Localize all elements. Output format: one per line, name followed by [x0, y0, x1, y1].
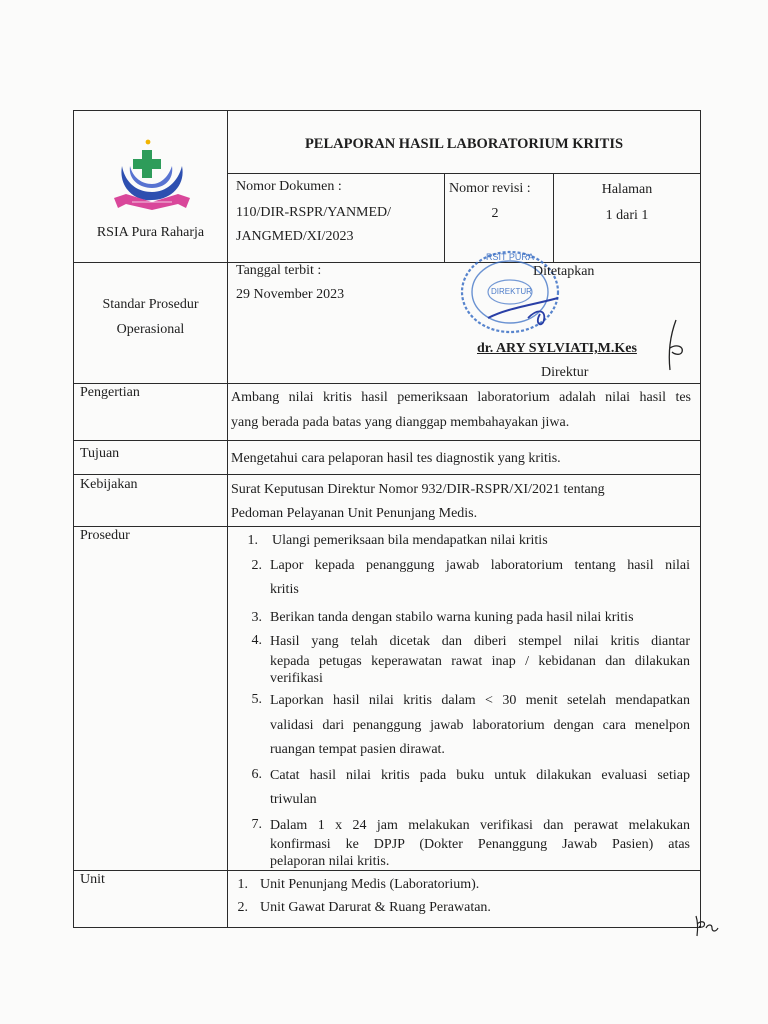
step-7-line-1: Dalam 1 x 24 jam melakukan verifikasi dan perawat melakukan — [270, 818, 690, 833]
unit-item-1: Unit Penunjang Medis (Laboratorium). — [260, 877, 480, 892]
pengertian-line2: yang berada pada batas yang dianggap membahayakan jiwa. — [231, 415, 570, 430]
step-3-line-1: Berikan tanda dengan stabilo warna kuning pada hasil nilai kritis — [270, 610, 634, 625]
doc-row-bottom — [73, 262, 701, 263]
hospital-name: RSIA Pura Raharja — [96, 225, 205, 240]
step-2-line-2: kritis — [270, 582, 299, 597]
stamp-text-mid: DIREKTUR — [491, 287, 532, 296]
unit-label: Unit — [80, 872, 105, 887]
kebijakan-line2: Pedoman Pelayanan Unit Penunjang Medis. — [231, 506, 478, 521]
page-title: PELAPORAN HASIL LABORATORIUM KRITIS — [304, 136, 624, 152]
kebijakan-row-bottom — [73, 526, 701, 527]
title-row-bottom — [227, 173, 701, 174]
step-number: 5. — [251, 692, 262, 707]
page-paraf-icon — [692, 914, 720, 938]
kebijakan-label: Kebijakan — [80, 477, 138, 492]
pengertian-row-bottom — [73, 440, 701, 441]
page-label: Halaman — [601, 182, 653, 197]
header-bottom — [73, 383, 701, 384]
step-number: 4. — [251, 633, 262, 648]
issue-date-label: Tanggal terbit : — [236, 263, 322, 278]
issue-date: 29 November 2023 — [236, 287, 345, 302]
sop-label-line1: Standar Prosedur — [102, 297, 199, 312]
tujuan-row-bottom — [73, 474, 701, 475]
revision-value: 2 — [491, 206, 499, 221]
table-border-top — [73, 110, 701, 111]
doc-number-line2: JANGMED/XI/2023 — [236, 229, 354, 244]
step-number: 3. — [251, 610, 262, 625]
doc-number-label: Nomor Dokumen : — [236, 179, 342, 194]
hospital-logo-icon — [112, 136, 194, 214]
prosedur-row-bottom — [73, 870, 701, 871]
signature-paraf — [660, 318, 690, 374]
step-5-line-2: validasi dari penanggung jawab laboratorium dengan cara menelpon — [270, 718, 690, 733]
step-1-line-1: Ulangi pemeriksaan bila mendapatkan nilai kritis — [272, 533, 548, 548]
unit-item-2: Unit Gawat Darurat & Ruang Perawatan. — [260, 900, 491, 915]
sop-label-line2: Operasional — [116, 322, 185, 337]
table-border-right — [700, 110, 701, 928]
step-7-line-2: konfirmasi ke DPJP (Dokter Penanggung Jawab Pasien) atas — [270, 837, 690, 852]
step-5-line-1: Laporkan hasil nilai kritis dalam < 30 menit setelah mendapatkan — [270, 693, 690, 708]
step-6-line-2: triwulan — [270, 792, 317, 807]
paraf-icon — [660, 318, 690, 374]
step-7-line-3: pelaporan nilai kritis. — [270, 854, 390, 869]
step-6-line-1: Catat hasil nilai kritis pada buku untuk dilakukan evaluasi setiap — [270, 768, 690, 783]
step-5-line-3: ruangan tempat pasien dirawat. — [270, 742, 445, 757]
step-number: 6. — [251, 767, 262, 782]
pengertian-line1: Ambang nilai kritis hasil pemeriksaan laboratorium adalah nilai hasil tes — [231, 390, 691, 405]
step-4-line-2: kepada petugas keperawatan rawat inap / kebidanan dan dilakukan — [270, 654, 690, 669]
page-value: 1 dari 1 — [605, 208, 649, 223]
step-number: 2. — [251, 558, 262, 573]
hospital-logo — [112, 136, 194, 214]
signer-name: dr. ARY SYLVIATI,M.Kes — [477, 341, 637, 356]
set-label: Ditetapkan — [533, 264, 595, 279]
signer-title: Direktur — [541, 365, 589, 380]
step-4-line-3: verifikasi — [270, 671, 323, 686]
revision-label: Nomor revisi : — [449, 181, 531, 196]
table-col-separator — [227, 110, 228, 928]
unit-number: 1. — [237, 877, 248, 892]
kebijakan-line1: Surat Keputusan Direktur Nomor 932/DIR-RSPR/XI/2021 tentang — [231, 482, 605, 497]
tujuan-text: Mengetahui cara pelaporan hasil tes diagnostik yang kritis. — [231, 451, 561, 466]
step-number: 1. — [247, 533, 258, 548]
stamp-text-top: RSIT PURA — [486, 252, 534, 262]
step-number: 7. — [251, 817, 262, 832]
unit-number: 2. — [237, 900, 248, 915]
page-paraf — [692, 914, 720, 938]
step-2-line-1: Lapor kepada penanggung jawab laboratorium tentang hasil nilai — [270, 558, 690, 573]
prosedur-label: Prosedur — [80, 528, 130, 543]
doc-number-line1: 110/DIR-RSPR/YANMED/ — [236, 205, 392, 220]
pengertian-label: Pengertian — [80, 385, 140, 400]
step-4-line-1: Hasil yang telah dicetak dan diberi stempel nilai kritis diantar — [270, 634, 690, 649]
table-border-bottom — [73, 927, 701, 928]
tujuan-label: Tujuan — [80, 446, 120, 461]
